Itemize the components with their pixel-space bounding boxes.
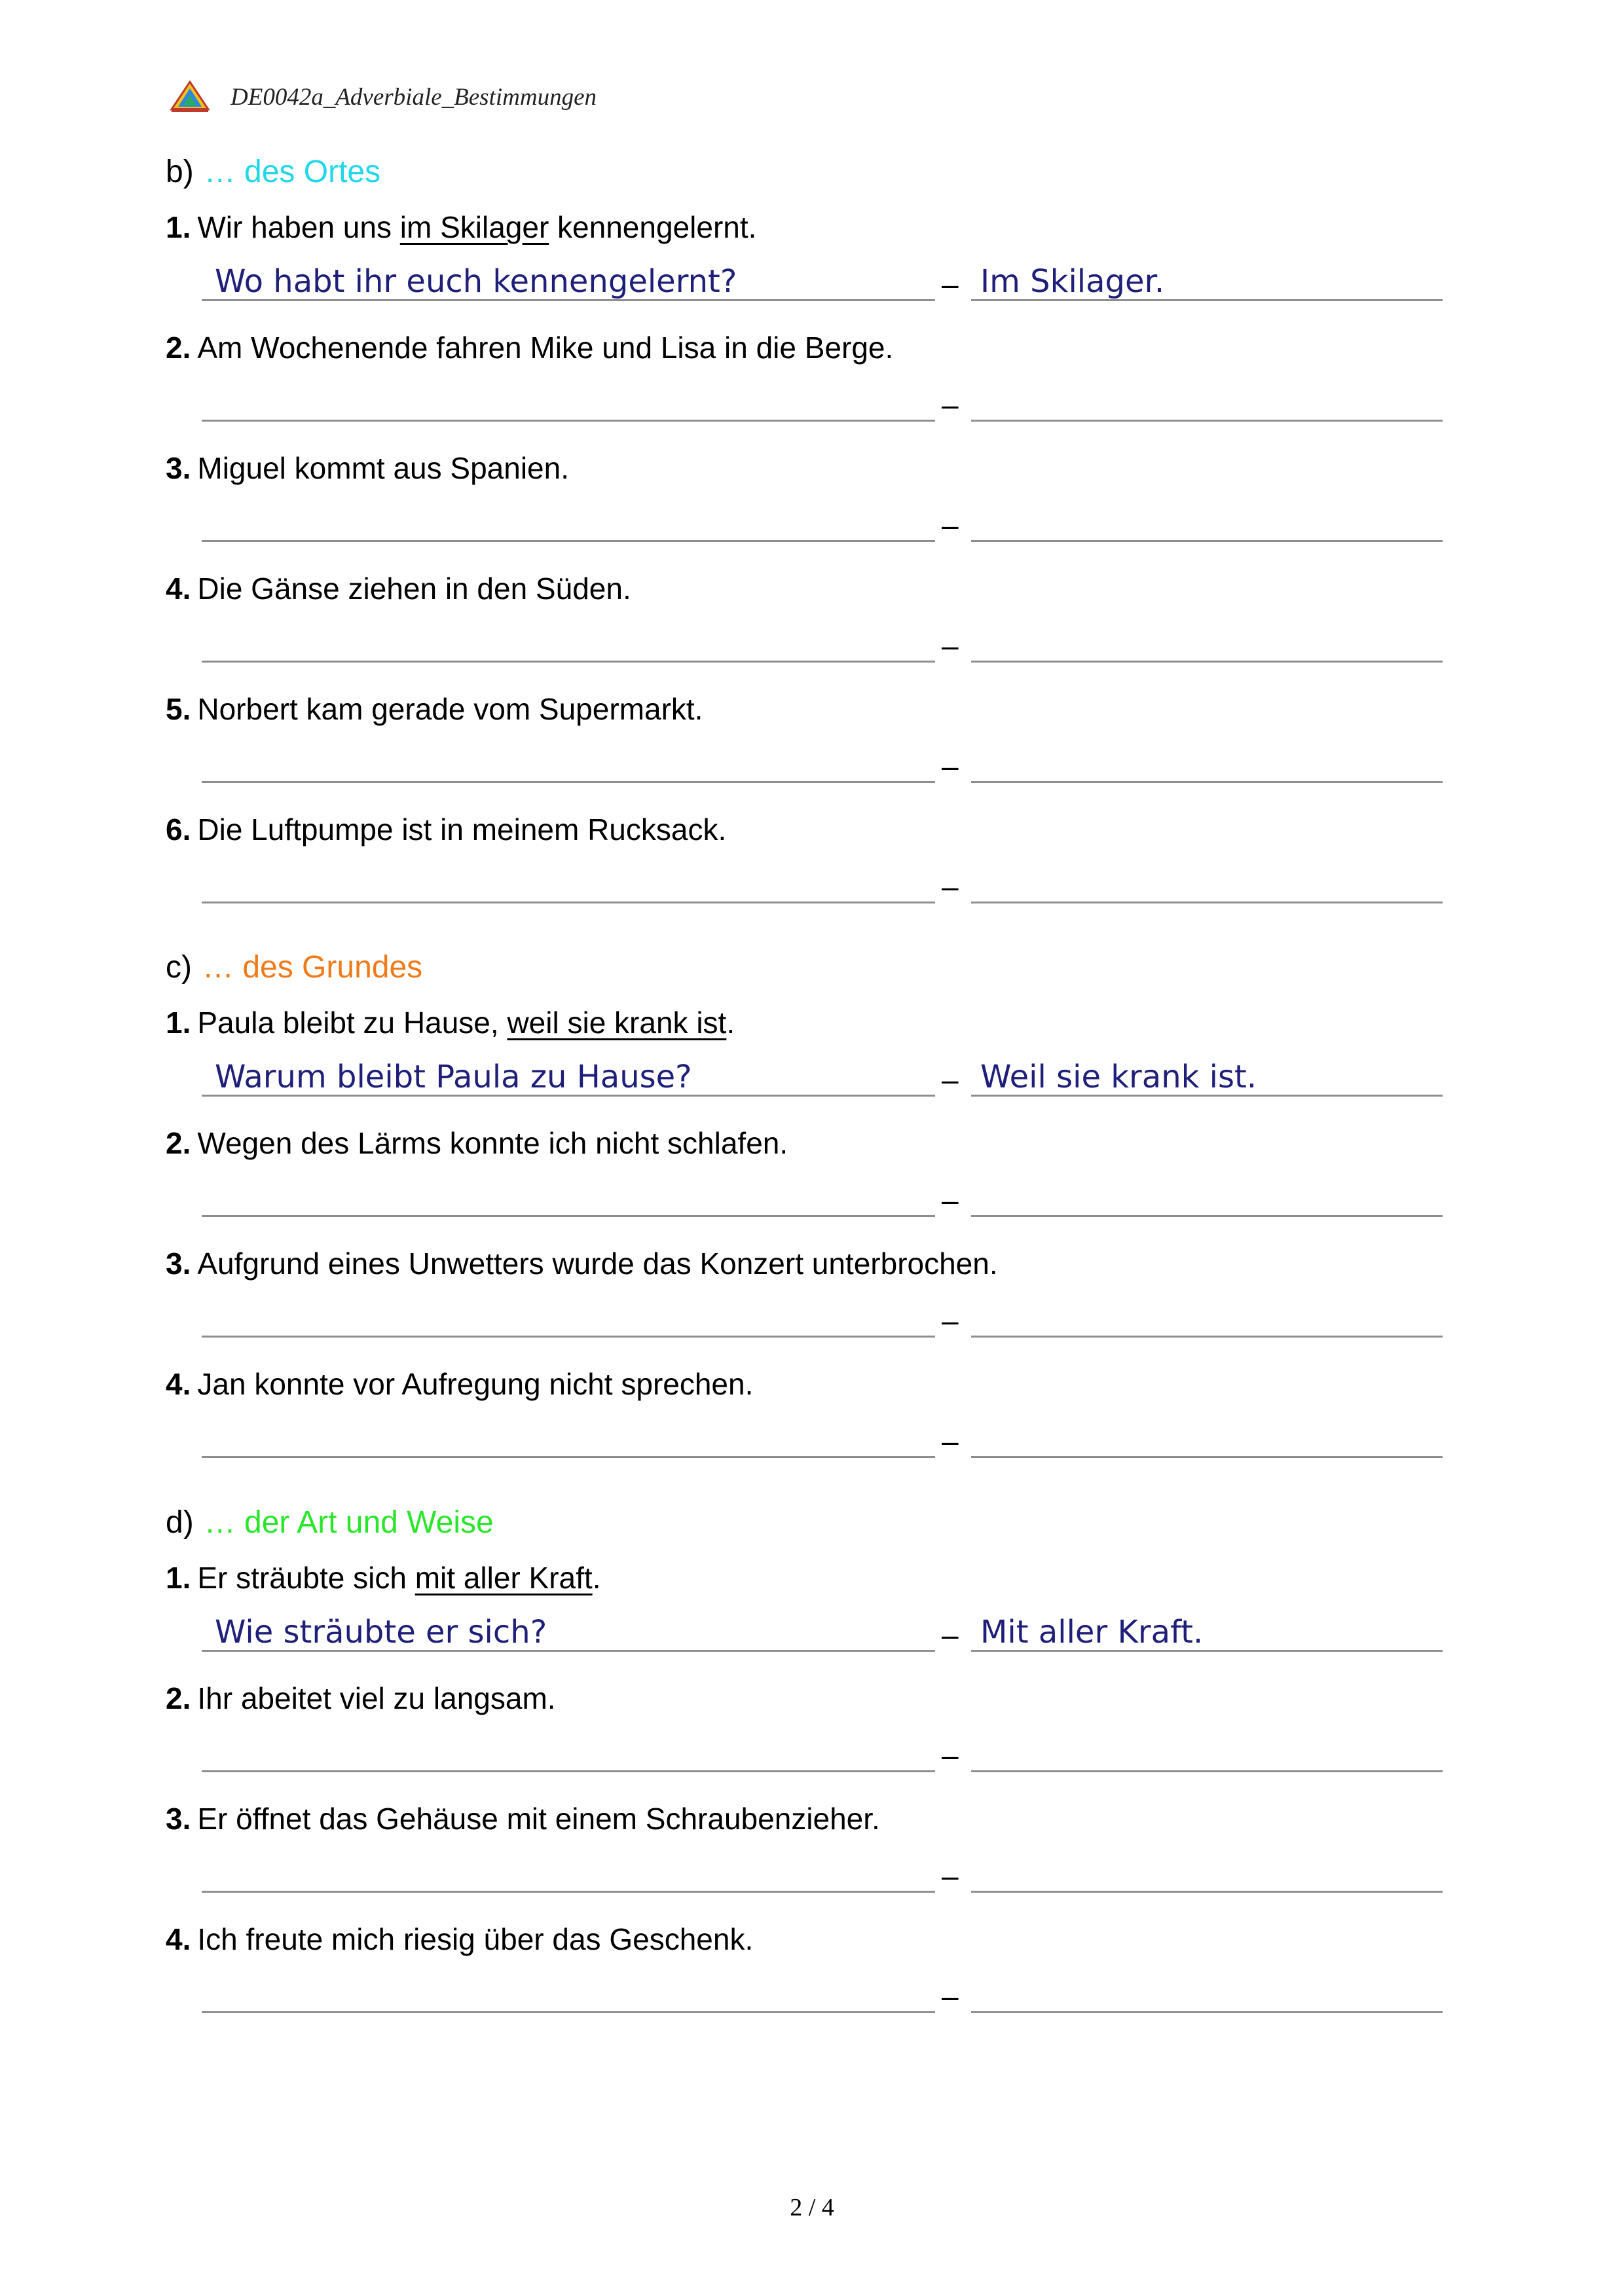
exercise-sentence: 1. Wir haben uns im Skilager kennengelernt. (166, 210, 757, 244)
section-title: … des Grundes (202, 950, 423, 985)
dash: – (942, 1859, 959, 1893)
answer-line[interactable] (971, 1456, 1443, 1458)
dash: – (942, 1424, 959, 1458)
question-line[interactable] (202, 2011, 935, 2013)
question-line (202, 1650, 935, 1652)
dash: – (942, 749, 959, 783)
answer-response: Im Skilager. (980, 263, 1165, 300)
underlined-phrase: im Skilager (399, 210, 549, 244)
exercise-item (0, 1799, 1624, 1920)
section-letter: b) (166, 155, 194, 189)
page-number: 2 / 4 (790, 2194, 834, 2221)
exercise-sentence: 1. Er sträubte sich mit aller Kraft. (166, 1561, 601, 1595)
question-line[interactable] (202, 781, 935, 783)
exercise-sentence: 6. Die Luftpumpe ist in meinem Rucksack. (166, 812, 727, 847)
question-line[interactable] (202, 420, 935, 422)
dash: – (942, 508, 959, 542)
answer-line (971, 299, 1443, 301)
answer-line (971, 1095, 1443, 1097)
exercise-sentence: 3. Er öffnet das Gehäuse mit einem Schraubenzieher. (166, 1802, 880, 1836)
underlined-phrase: weil sie krank ist (507, 1006, 727, 1040)
exercise-item (0, 448, 1624, 570)
page-header (169, 77, 597, 117)
dash: – (942, 1618, 959, 1652)
question-line[interactable] (202, 661, 935, 663)
section-heading (166, 949, 422, 985)
dash: – (942, 629, 959, 663)
question-line[interactable] (202, 902, 935, 903)
section-letter: c) (166, 950, 192, 985)
exercise-item (0, 1244, 1624, 1365)
dash: – (942, 1303, 959, 1338)
section-heading (166, 154, 380, 190)
answer-question: Wie sträubte er sich? (215, 1614, 547, 1650)
exercise-item (0, 569, 1624, 690)
answer-line[interactable] (971, 540, 1443, 542)
question-line (202, 1095, 935, 1097)
exercise-item (0, 810, 1624, 931)
exercise-sentence: 2. Ihr abeitet viel zu langsam. (166, 1681, 556, 1715)
exercise-item (0, 1123, 1624, 1245)
answer-line[interactable] (971, 1770, 1443, 1772)
exercise-sentence: 5. Norbert kam gerade vom Supermarkt. (166, 692, 703, 726)
section-heading (166, 1504, 494, 1540)
answer-line[interactable] (971, 1891, 1443, 1893)
exercise-item (0, 689, 1624, 811)
question-line (202, 299, 935, 301)
exercise-item (0, 328, 1624, 449)
answer-line[interactable] (971, 902, 1443, 903)
dash: – (942, 869, 959, 903)
question-line[interactable] (202, 1770, 935, 1772)
exercise-sentence: 4. Die Gänse ziehen in den Süden. (166, 572, 631, 606)
exercise-sentence: 3. Miguel kommt aus Spanien. (166, 451, 569, 485)
underlined-phrase: mit aller Kraft (415, 1561, 593, 1595)
exercise-sentence: 4. Jan konnte vor Aufregung nicht sprechen. (166, 1367, 754, 1401)
question-line[interactable] (202, 1456, 935, 1458)
exercise-sentence: 4. Ich freute mich riesig über das Geschenk. (166, 1922, 754, 1956)
answer-question: Wo habt ihr euch kennengelernt? (215, 263, 737, 300)
exercise-item (0, 1679, 1624, 1800)
section-title: … der Art und Weise (204, 1505, 494, 1540)
question-line[interactable] (202, 540, 935, 542)
exercise-sentence: 2. Am Wochenende fahren Mike und Lisa in die Berge. (166, 331, 894, 365)
answer-line[interactable] (971, 1215, 1443, 1217)
dash: – (942, 1183, 959, 1217)
logo-icon (169, 81, 211, 113)
exercise-item (0, 1558, 1624, 1679)
document-title: DE0042a_Adverbiale_Bestimmungen (231, 83, 597, 111)
answer-line[interactable] (971, 661, 1443, 663)
answer-line[interactable] (971, 420, 1443, 422)
exercise-sentence: 1. Paula bleibt zu Hause, weil sie krank ist. (166, 1006, 735, 1040)
dash: – (942, 267, 959, 301)
exercise-sentence: 2. Wegen des Lärms konnte ich nicht schlafen. (166, 1126, 788, 1160)
section-title: … des Ortes (204, 155, 381, 189)
dash: – (942, 1979, 959, 2013)
answer-line[interactable] (971, 1336, 1443, 1338)
answer-line[interactable] (971, 2011, 1443, 2013)
section-letter: d) (166, 1505, 194, 1540)
question-line[interactable] (202, 1215, 935, 1217)
answer-response: Mit aller Kraft. (980, 1614, 1204, 1650)
answer-line (971, 1650, 1443, 1652)
dash: – (942, 1063, 959, 1097)
exercise-item (0, 208, 1624, 329)
answer-question: Warum bleibt Paula zu Hause? (215, 1059, 692, 1095)
exercise-sentence: 3. Aufgrund eines Unwetters wurde das Konzert unterbrochen. (166, 1247, 998, 1281)
dash: – (942, 1738, 959, 1772)
dash: – (942, 388, 959, 422)
answer-response: Weil sie krank ist. (980, 1059, 1257, 1095)
exercise-item (0, 1364, 1624, 1485)
exercise-item (0, 1920, 1624, 2041)
answer-line[interactable] (971, 781, 1443, 783)
question-line[interactable] (202, 1336, 935, 1338)
exercise-item (0, 1003, 1624, 1124)
question-line[interactable] (202, 1891, 935, 1893)
